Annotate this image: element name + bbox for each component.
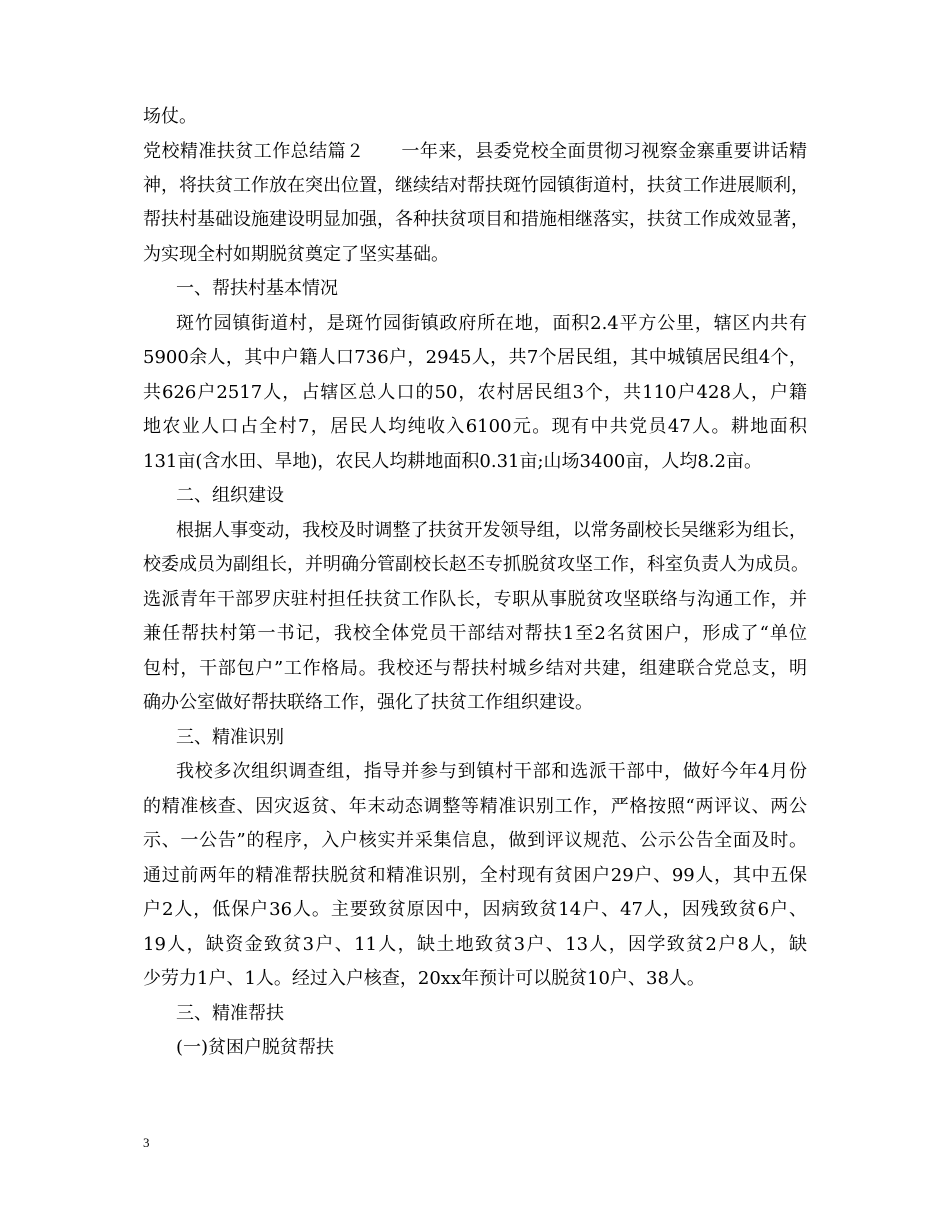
text-line: 共626户2517人，占辖区总人口的50，农村居民组3个，共110户428人，户籍 <box>143 382 807 403</box>
text-line: 二、组织建设 <box>176 485 284 506</box>
page-number: 3 <box>143 1135 150 1150</box>
text-line: 地农业人口占全村7，居民人均纯收入6100元。现有中共党员47人。耕地面积 <box>143 416 807 437</box>
text-line: 示、一公告”的程序，入户核实并采集信息，做到评议规范、公示公告全面及时。 <box>143 830 807 851</box>
text-line: 户2人，低保户36人。主要致贫原因中，因病致贫14户、47人，因残致贫6户、 <box>143 899 807 920</box>
text-line: 我校多次组织调查组，指导并参与到镇村干部和选派干部中，做好今年4月份 <box>176 761 807 782</box>
text-line: 选派青年干部罗庆驻村担任扶贫工作队长，专职从事脱贫攻坚联络与沟通工作，并 <box>143 589 807 610</box>
text-line: 三、精准帮扶 <box>176 1003 284 1024</box>
text-line: 少劳力1户、1人。经过入户核查，20xx年预计可以脱贫10户、38人。 <box>143 968 705 989</box>
text-line: 确办公室做好帮扶联络工作，强化了扶贫工作组织建设。 <box>143 692 593 713</box>
text-line: 帮扶村基础设施建设明显加强，各种扶贫项目和措施相继落实，扶贫工作成效显著， <box>143 209 809 230</box>
text-line: 根据人事变动，我校及时调整了扶贫开发领导组，以常务副校长吴继彩为组长， <box>176 520 807 541</box>
text-line: 场仗。 <box>143 106 197 127</box>
text-line: 神，将扶贫工作放在突出位置，继续结对帮扶斑竹园镇街道村，扶贫工作进展顺利， <box>143 175 809 196</box>
text-line: 的精准核查、因灾返贫、年末动态调整等精准识别工作，严格按照“两评议、两公 <box>143 796 807 817</box>
text-line: 党校精准扶贫工作总结篇２ 一年来，县委党校全面贯彻习视察金寨重要讲话精 <box>143 141 807 162</box>
text-line: 兼任帮扶村第一书记，我校全体党员干部结对帮扶1至2名贫困户，形成了“单位 <box>143 623 807 644</box>
text-line: 5900余人，其中户籍人口736户，2945人，共7个居民组，其中城镇居民组4个， <box>143 347 807 368</box>
text-line: 19人，缺资金致贫3户、11人，缺土地致贫3户、13人，因学致贫2户8人，缺 <box>143 934 807 955</box>
text-line: 通过前两年的精准帮扶脱贫和精准识别，全村现有贫困户29户、99人，其中五保 <box>143 865 807 886</box>
text-line: 包村，干部包户”工作格局。我校还与帮扶村城乡结对共建，组建联合党总支，明 <box>143 658 807 679</box>
text-line: (一)贫困户脱贫帮扶 <box>176 1037 335 1058</box>
text-line: 校委成员为副组长，并明确分管副校长赵丕专抓脱贫攻坚工作，科室负责人为成员。 <box>143 554 809 575</box>
text-line: 131亩(含水田、旱地)，农民人均耕地面积0.31亩;山场3400亩，人均8.2亩。 <box>143 451 762 472</box>
text-line: 斑竹园镇街道村，是斑竹园街镇政府所在地，面积2.4平方公里，辖区内共有 <box>176 313 807 334</box>
text-line: 一、帮扶村基本情况 <box>176 278 338 299</box>
text-line: 三、精准识别 <box>176 727 284 748</box>
text-line: 为实现全村如期脱贫奠定了坚实基础。 <box>143 244 449 265</box>
